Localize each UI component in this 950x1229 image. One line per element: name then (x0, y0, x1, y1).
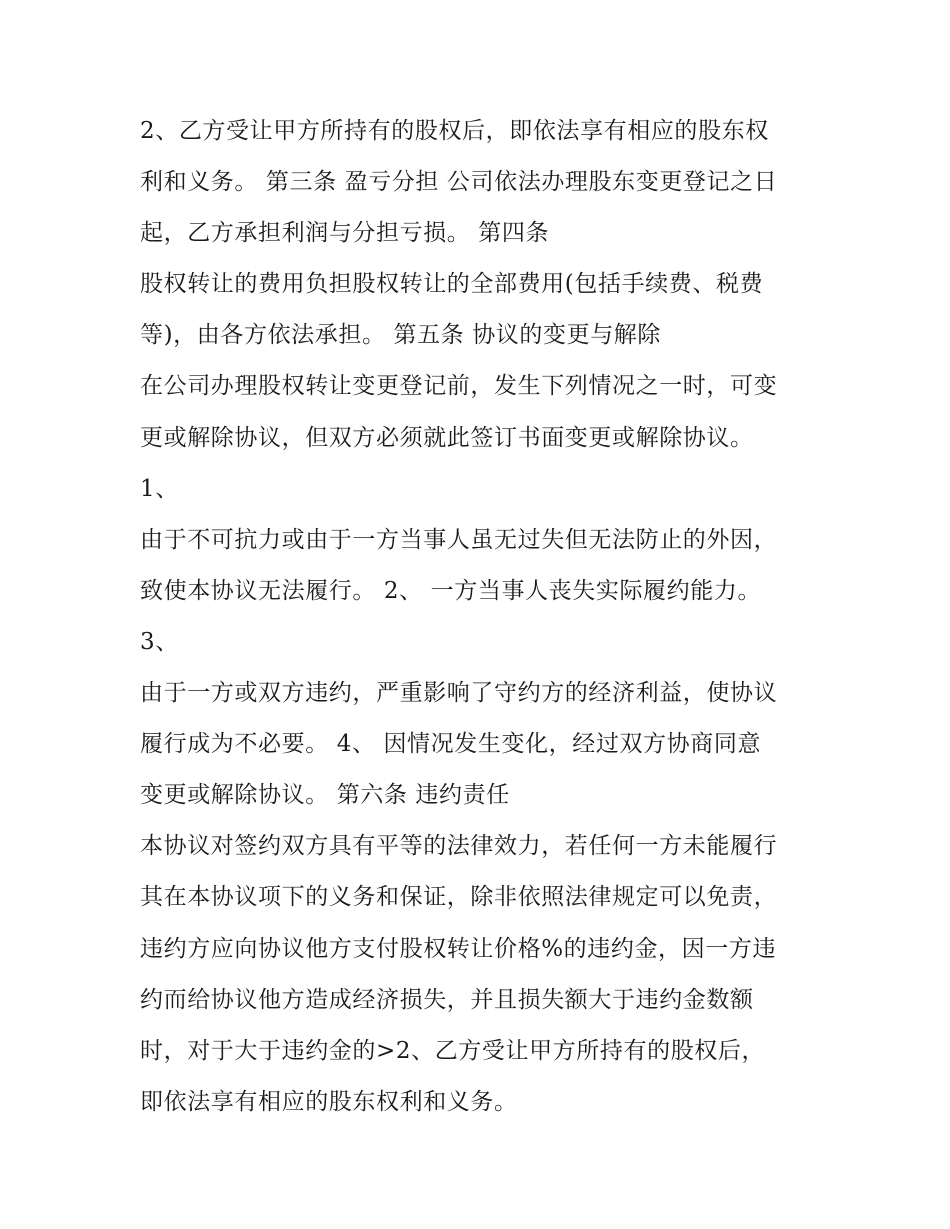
text-line: 时，对于大于违约金的>2、乙方受让甲方所持有的股权后， (140, 1037, 766, 1064)
text-line: 等)，由各方依法承担。 第五条 协议的变更与解除 (140, 322, 661, 349)
text-line: 由于不可抗力或由于一方当事人虽无过失但无法防止的外因， (140, 526, 778, 553)
text-line: 变更或解除协议。 第六条 违约责任 (140, 782, 510, 809)
text-line: 3、 (140, 628, 179, 655)
text-line: 利和义务。 第三条 盈亏分担 公司依法办理股东变更登记之日 (140, 169, 778, 196)
text-line: 致使本协议无法履行。 2、 一方当事人丧失实际履约能力。 (140, 577, 762, 604)
text-line: 由于一方或双方违约，严重影响了守约方的经济利益，使协议 (140, 680, 778, 707)
document-body (140, 106, 840, 1128)
text-line: 起，乙方承担利润与分担亏损。 第四条 (140, 220, 550, 247)
text-line: 违约方应向协议他方支付股权转让价格%的违约金，因一方违 (140, 935, 777, 962)
text-line: 股权转让的费用负担股权转让的全部费用(包括手续费、税费 (140, 271, 764, 298)
text-line: 2、乙方受让甲方所持有的股权后，即依法享有相应的股东权 (140, 118, 769, 144)
text-line: 约而给协议他方造成经济损失，并且损失额大于违约金数额 (140, 986, 754, 1013)
text-line: 履行成为不必要。 4、 因情况发生变化，经过双方协商同意 (140, 731, 762, 758)
text-line: 本协议对签约双方具有平等的法律效力，若任何一方未能履行 (140, 833, 778, 860)
text-line: 更或解除协议，但双方必须就此签订书面变更或解除协议。 (140, 424, 754, 451)
text-line: 其在本协议项下的义务和保证，除非依照法律规定可以免责， (140, 884, 778, 911)
text-line: 即依法享有相应的股东权利和义务。 (140, 1088, 518, 1115)
text-line: 在公司办理股权转让变更登记前，发生下列情况之一时，可变 (140, 373, 778, 400)
text-line: 1、 (140, 475, 179, 502)
